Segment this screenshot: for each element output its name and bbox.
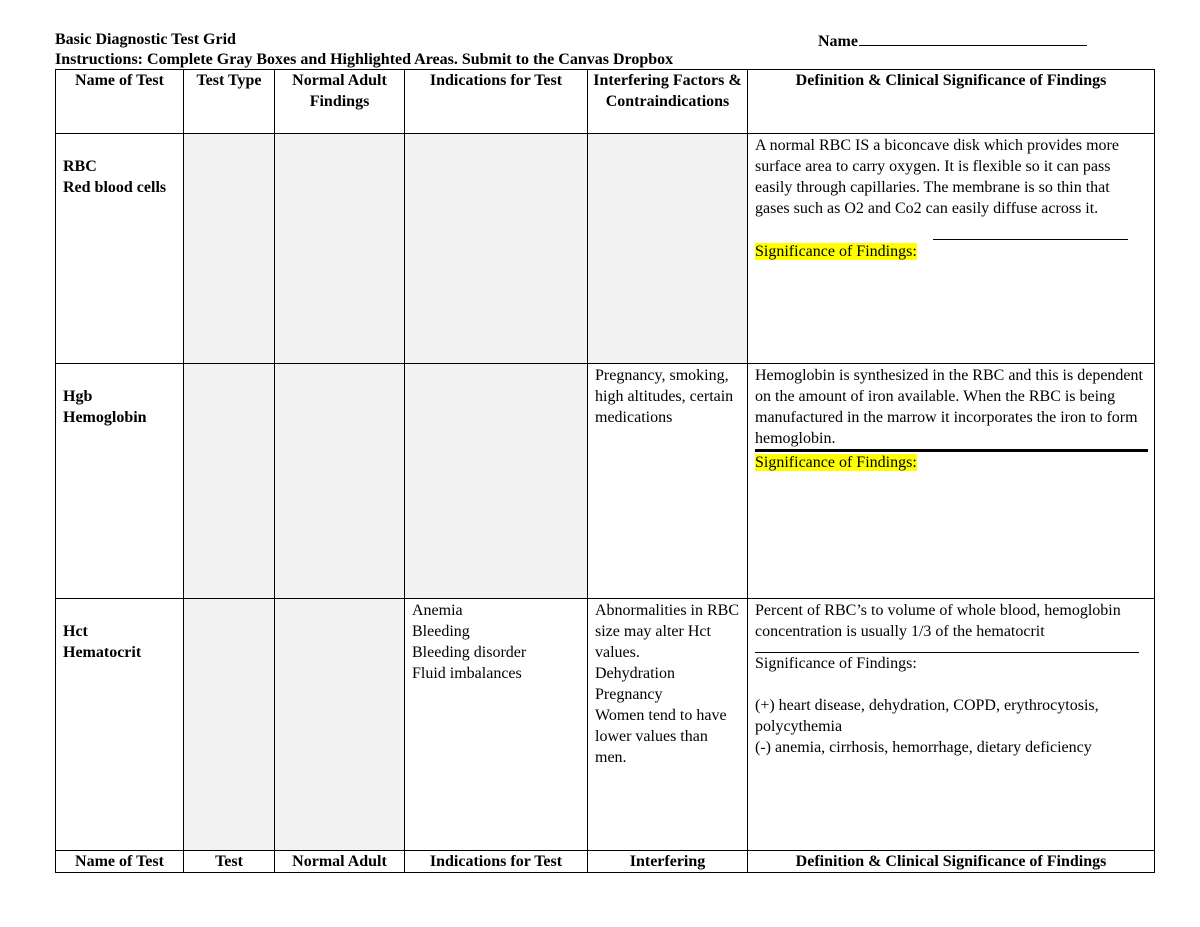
significance-label: Significance of Findings: [755, 454, 917, 471]
col-header-test-type: Test [184, 851, 275, 873]
normal-findings-cell[interactable] [275, 134, 405, 364]
significance-negative: (-) anemia, cirrhosis, hemorrhage, dietary deficiency [755, 739, 1092, 756]
test-type-cell[interactable] [184, 364, 275, 599]
list-item: Abnormalities in RBC size may alter Hct values. [595, 602, 739, 661]
col-header-normal-adult-findings: Normal Adult [275, 851, 405, 873]
test-name-cell [56, 599, 184, 851]
interfering-text: Pregnancy, smoking, high altitudes, certain medications [595, 367, 734, 426]
col-header-indications: Indications for Test [405, 851, 588, 873]
definition-text: Percent of RBC’s to volume of whole blood, hemoglobin concentration is usually 1/3 of the hematocrit [755, 602, 1121, 640]
definition-cell [748, 599, 1155, 851]
test-abbr: Hgb [63, 388, 93, 405]
col-header-interfering-factors: Interfering [588, 851, 748, 873]
test-type-cell[interactable] [184, 599, 275, 851]
normal-findings-cell[interactable] [275, 599, 405, 851]
col-header-test-type: Test Type [184, 70, 275, 134]
page-title: Basic Diagnostic Test Grid [55, 31, 236, 48]
col-header-definition: Definition & Clinical Significance of Findings [748, 851, 1155, 873]
significance-label: Significance of Findings: [755, 655, 917, 672]
significance-label: Significance of Findings: [755, 243, 917, 260]
test-abbr: RBC [63, 158, 97, 175]
list-item: Bleeding disorder [412, 644, 527, 661]
table-row-hct [56, 599, 1155, 851]
repeated-header-row [56, 851, 1155, 873]
definition-cell[interactable] [748, 364, 1155, 599]
interfering-cell [588, 599, 748, 851]
test-full-name: Hemoglobin [63, 409, 147, 426]
indications-cell[interactable] [405, 364, 588, 599]
col-header-name-of-test: Name of Test [56, 851, 184, 873]
test-full-name: Red blood cells [63, 179, 167, 196]
list-item: Bleeding [412, 623, 470, 640]
name-underline[interactable] [859, 30, 1087, 46]
test-abbr: Hct [63, 623, 88, 640]
col-header-indications: Indications for Test [405, 70, 588, 134]
test-full-name: Hematocrit [63, 644, 142, 661]
table-row-hgb [56, 364, 1155, 599]
header-row [56, 70, 1155, 134]
list-item: Anemia [412, 602, 463, 619]
significance-positive: (+) heart disease, dehydration, COPD, erythrocytosis, polycythemia [755, 697, 1099, 735]
list-item: Fluid imbalances [412, 665, 522, 682]
test-name-cell [56, 364, 184, 599]
col-header-interfering-factors: Interfering Factors & Contraindications [588, 70, 748, 134]
interfering-cell [588, 364, 748, 599]
definition-text: A normal RBC IS a biconcave disk which provides more surface area to carry oxygen. It is flexible so it can pass easily through capillaries. The membrane is so thin that gases such as O2 and Co2 can easily diffuse across it. [755, 137, 1119, 217]
col-header-name-of-test: Name of Test [56, 70, 184, 134]
normal-findings-cell[interactable] [275, 364, 405, 599]
list-item: Dehydration [595, 665, 675, 682]
definition-cell[interactable] [748, 134, 1155, 364]
test-name-cell [56, 134, 184, 364]
diagnostic-test-grid [55, 69, 1155, 873]
definition-text: Hemoglobin is synthesized in the RBC and this is dependent on the amount of iron available. When the RBC is being manufactured in the marrow it incorporates the iron to form hemoglobin. [755, 367, 1143, 447]
col-header-normal-adult-findings: Normal Adult Findings [275, 70, 405, 134]
indications-cell[interactable] [405, 134, 588, 364]
list-item: Pregnancy [595, 686, 663, 703]
col-header-definition: Definition & Clinical Significance of Findings [748, 70, 1155, 134]
list-item: Women tend to have lower values than men. [595, 707, 727, 766]
name-field[interactable] [818, 30, 1087, 51]
interfering-cell[interactable] [588, 134, 748, 364]
instructions: Instructions: Complete Gray Boxes and Highlighted Areas. Submit to the Canvas Dropbox [55, 51, 674, 68]
name-label: Name [818, 33, 858, 50]
test-type-cell[interactable] [184, 134, 275, 364]
divider [933, 239, 1128, 240]
table-row-rbc [56, 134, 1155, 364]
indications-cell [405, 599, 588, 851]
